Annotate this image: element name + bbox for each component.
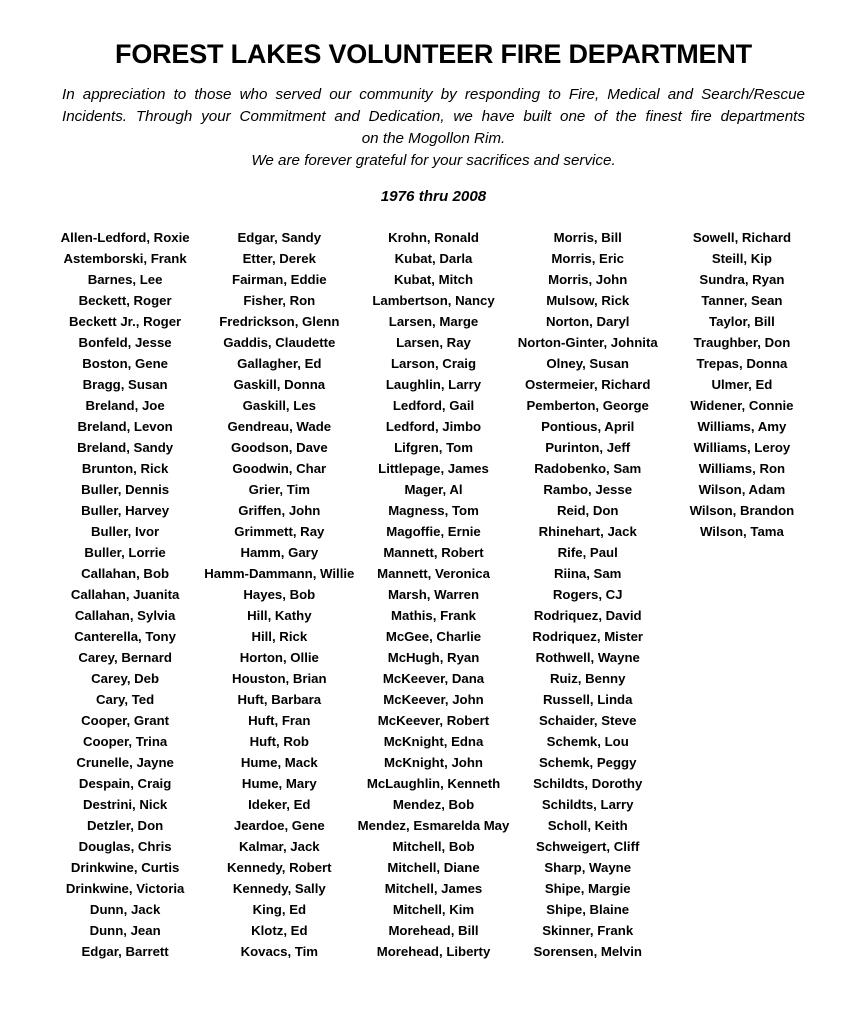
name-entry: Morehead, Liberty [376, 943, 491, 959]
name-entry: Mitchell, Bob [392, 838, 475, 854]
name-entry: Fisher, Ron [243, 292, 316, 308]
name-entry: Riina, Sam [553, 565, 622, 581]
name-entry: Carey, Deb [91, 670, 160, 686]
name-entry: Lambertson, Nancy [372, 292, 495, 308]
date-range: 1976 thru 2008 [380, 187, 487, 205]
name-entry: Hill, Rick [251, 628, 308, 644]
name-entry: Goodson, Dave [230, 439, 328, 455]
name-entry: Marsh, Warren [387, 586, 480, 602]
name-entry: Shipe, Blaine [546, 901, 630, 917]
page-title: FOREST LAKES VOLUNTEER FIRE DEPARTMENT [115, 39, 752, 69]
name-entry: Schildts, Dorothy [533, 775, 643, 791]
name-entry: Fairman, Eddie [232, 271, 327, 287]
name-entry: Widener, Connie [690, 397, 794, 413]
names-column-5 [665, 227, 819, 542]
name-entry: Larson, Craig [391, 355, 477, 371]
name-entry: Cooper, Grant [81, 712, 170, 728]
name-entry: Rodriquez, David [533, 607, 642, 623]
name-entry: Sowell, Richard [692, 229, 792, 245]
name-entry: Gaskill, Les [242, 397, 316, 413]
name-entry: Mitchell, James [384, 880, 483, 896]
name-entry: Grimmett, Ray [234, 523, 325, 539]
name-entry: Gaskill, Donna [233, 376, 326, 392]
name-entry: Morehead, Bill [388, 922, 479, 938]
name-entry: Steill, Kip [711, 250, 772, 266]
name-entry: Magoffie, Ernie [386, 523, 481, 539]
name-entry: Huft, Barbara [237, 691, 322, 707]
name-entry: Ledford, Gail [392, 397, 475, 413]
name-entry: Sharp, Wayne [544, 859, 632, 875]
name-entry: Hamm-Dammann, Willie [204, 565, 355, 581]
name-entry: Schildts, Larry [541, 796, 634, 812]
names-grid [0, 205, 867, 962]
name-entry: Etter, Derek [242, 250, 316, 266]
name-entry: Drinkwine, Curtis [70, 859, 180, 875]
name-entry: Huft, Fran [248, 712, 311, 728]
name-entry: Hayes, Bob [243, 586, 316, 602]
dedication-line-3: on the Mogollon Rim. [361, 129, 506, 147]
name-entry: Edgar, Sandy [237, 229, 322, 245]
name-entry: Tanner, Sean [701, 292, 783, 308]
name-entry: Beckett Jr., Roger [69, 313, 182, 329]
name-entry: Callahan, Juanita [70, 586, 180, 602]
name-entry: Barnes, Lee [87, 271, 163, 287]
name-entry: Mager, Al [404, 481, 463, 497]
name-entry: Allen-Ledford, Roxie [60, 229, 190, 245]
name-entry: Buller, Ivor [91, 523, 160, 539]
name-entry: Crunelle, Jayne [76, 754, 174, 770]
name-entry: Kubat, Darla [394, 250, 473, 266]
name-entry: Astemborski, Frank [63, 250, 187, 266]
name-entry: Rothwell, Wayne [535, 649, 640, 665]
name-entry: Drinkwine, Victoria [65, 880, 185, 896]
name-entry: Kubat, Mitch [393, 271, 474, 287]
name-entry: Mitchell, Kim [392, 901, 475, 917]
name-entry: Griffen, John [238, 502, 321, 518]
name-entry: Ostermeier, Richard [525, 376, 651, 392]
dedication-line-1: In appreciation to those who served our community by responding to Fire, Medical and Search/Rescue [62, 85, 805, 103]
name-entry: Littlepage, James [378, 460, 489, 476]
name-entry: Krohn, Ronald [388, 229, 479, 245]
name-entry: Cary, Ted [96, 691, 155, 707]
name-entry: Buller, Dennis [81, 481, 170, 497]
name-entry: Ideker, Ed [248, 796, 311, 812]
name-entry: Trepas, Donna [696, 355, 788, 371]
name-entry: Traughber, Don [693, 334, 791, 350]
name-entry: Rogers, CJ [552, 586, 623, 602]
name-entry: Horton, Ollie [239, 649, 319, 665]
name-entry: Mannett, Robert [383, 544, 484, 560]
name-entry: Canterella, Tony [74, 628, 176, 644]
name-entry: Radobenko, Sam [534, 460, 642, 476]
name-entry: Gaddis, Claudette [223, 334, 336, 350]
name-entry: McKnight, John [384, 754, 483, 770]
name-entry: McKnight, Edna [383, 733, 484, 749]
name-entry: Goodwin, Char [232, 460, 327, 476]
name-entry: Buller, Lorrie [84, 544, 166, 560]
name-entry: Rambo, Jesse [543, 481, 633, 497]
dedication-text [0, 70, 867, 172]
name-entry: Schweigert, Cliff [536, 838, 640, 854]
dedication-line-2: Incidents. Through your Commitment and Dedication, we have built one of the finest fire departments [62, 107, 805, 125]
name-entry: Magness, Tom [388, 502, 479, 518]
name-entry: Larsen, Ray [396, 334, 471, 350]
name-entry: Reid, Don [556, 502, 619, 518]
name-entry: Rhinehart, Jack [538, 523, 637, 539]
name-entry: Carey, Bernard [78, 649, 172, 665]
name-entry: Breland, Sandy [77, 439, 174, 455]
name-entry: Sundra, Ryan [699, 271, 785, 287]
name-entry: Mitchell, Diane [387, 859, 480, 875]
name-entry: Grier, Tim [248, 481, 310, 497]
names-column-3 [356, 227, 510, 962]
names-column-4 [511, 227, 665, 962]
name-entry: Wilson, Tama [699, 523, 784, 539]
name-entry: Mendez, Esmarelda May [357, 817, 510, 833]
name-entry: Kovacs, Tim [240, 943, 319, 959]
name-entry: Ulmer, Ed [711, 376, 773, 392]
name-entry: King, Ed [252, 901, 307, 917]
name-entry: Mathis, Frank [391, 607, 477, 623]
name-entry: Olney, Susan [546, 355, 629, 371]
name-entry: Ledford, Jimbo [385, 418, 482, 434]
name-entry: Purinton, Jeff [545, 439, 631, 455]
name-entry: Skinner, Frank [542, 922, 634, 938]
name-entry: Callahan, Bob [81, 565, 170, 581]
name-entry: Rodriquez, Mister [532, 628, 644, 644]
names-column-1 [48, 227, 202, 962]
name-entry: McKeever, Dana [382, 670, 485, 686]
name-entry: Kennedy, Robert [227, 859, 332, 875]
name-entry: Boston, Gene [82, 355, 168, 371]
name-entry: McLaughlin, Kenneth [366, 775, 501, 791]
name-entry: Kennedy, Sally [232, 880, 326, 896]
name-entry: Rife, Paul [557, 544, 618, 560]
name-entry: Gallagher, Ed [237, 355, 322, 371]
name-entry: Scholl, Keith [547, 817, 628, 833]
name-entry: Wilson, Brandon [689, 502, 795, 518]
name-entry: Edgar, Barrett [81, 943, 169, 959]
name-entry: Dunn, Jack [89, 901, 161, 917]
name-entry: Schemk, Lou [546, 733, 629, 749]
name-entry: Morris, Eric [551, 250, 624, 266]
name-entry: Williams, Leroy [693, 439, 791, 455]
name-entry: Pontious, April [541, 418, 635, 434]
name-entry: Schaider, Steve [538, 712, 637, 728]
name-entry: McKeever, John [383, 691, 484, 707]
name-entry: Sorensen, Melvin [533, 943, 642, 959]
name-entry: Breland, Levon [77, 418, 173, 434]
name-entry: Houston, Brian [232, 670, 327, 686]
name-entry: Hill, Kathy [247, 607, 312, 623]
name-entry: Douglas, Chris [78, 838, 172, 854]
name-entry: Larsen, Marge [388, 313, 479, 329]
name-entry: Bragg, Susan [82, 376, 168, 392]
name-entry: Morris, John [548, 271, 628, 287]
name-entry: Destrini, Nick [82, 796, 168, 812]
dedication-line-4: We are forever grateful for your sacrifices and service. [251, 151, 616, 169]
name-entry: Kalmar, Jack [238, 838, 320, 854]
name-entry: Laughlin, Larry [385, 376, 482, 392]
name-entry: Cooper, Trina [82, 733, 168, 749]
name-entry: Pemberton, George [526, 397, 649, 413]
name-entry: Gendreau, Wade [227, 418, 332, 434]
name-entry: Fredrickson, Glenn [219, 313, 340, 329]
name-entry: Despain, Craig [78, 775, 172, 791]
name-entry: Dunn, Jean [89, 922, 161, 938]
name-entry: Williams, Ron [698, 460, 786, 476]
name-entry: Lifgren, Tom [394, 439, 473, 455]
name-entry: Jeardoe, Gene [233, 817, 325, 833]
name-entry: Huft, Rob [249, 733, 309, 749]
name-entry: Bonfeld, Jesse [78, 334, 172, 350]
name-entry: Taylor, Bill [709, 313, 775, 329]
name-entry: Hume, Mack [240, 754, 318, 770]
name-entry: Detzler, Don [86, 817, 164, 833]
name-entry: Mendez, Bob [392, 796, 475, 812]
name-entry: Ruiz, Benny [549, 670, 626, 686]
name-entry: Brunton, Rick [81, 460, 169, 476]
name-entry: Russell, Linda [543, 691, 633, 707]
name-entry: Breland, Joe [85, 397, 165, 413]
name-entry: McHugh, Ryan [387, 649, 480, 665]
name-entry: Klotz, Ed [251, 922, 308, 938]
name-entry: Schemk, Peggy [538, 754, 637, 770]
name-entry: Callahan, Sylvia [74, 607, 176, 623]
name-entry: Norton, Daryl [545, 313, 630, 329]
name-entry: Mannett, Veronica [377, 565, 490, 581]
name-entry: Beckett, Roger [78, 292, 172, 308]
name-entry: Norton-Ginter, Johnita [517, 334, 658, 350]
name-entry: Hume, Mary [241, 775, 317, 791]
name-entry: Mulsow, Rick [546, 292, 630, 308]
name-entry: Williams, Amy [697, 418, 787, 434]
name-entry: Buller, Harvey [81, 502, 170, 518]
name-entry: McKeever, Robert [377, 712, 490, 728]
name-entry: McGee, Charlie [385, 628, 482, 644]
name-entry: Hamm, Gary [240, 544, 319, 560]
name-entry: Shipe, Margie [544, 880, 631, 896]
name-entry: Morris, Bill [553, 229, 622, 245]
name-entry: Wilson, Adam [698, 481, 786, 497]
names-column-2 [202, 227, 356, 962]
